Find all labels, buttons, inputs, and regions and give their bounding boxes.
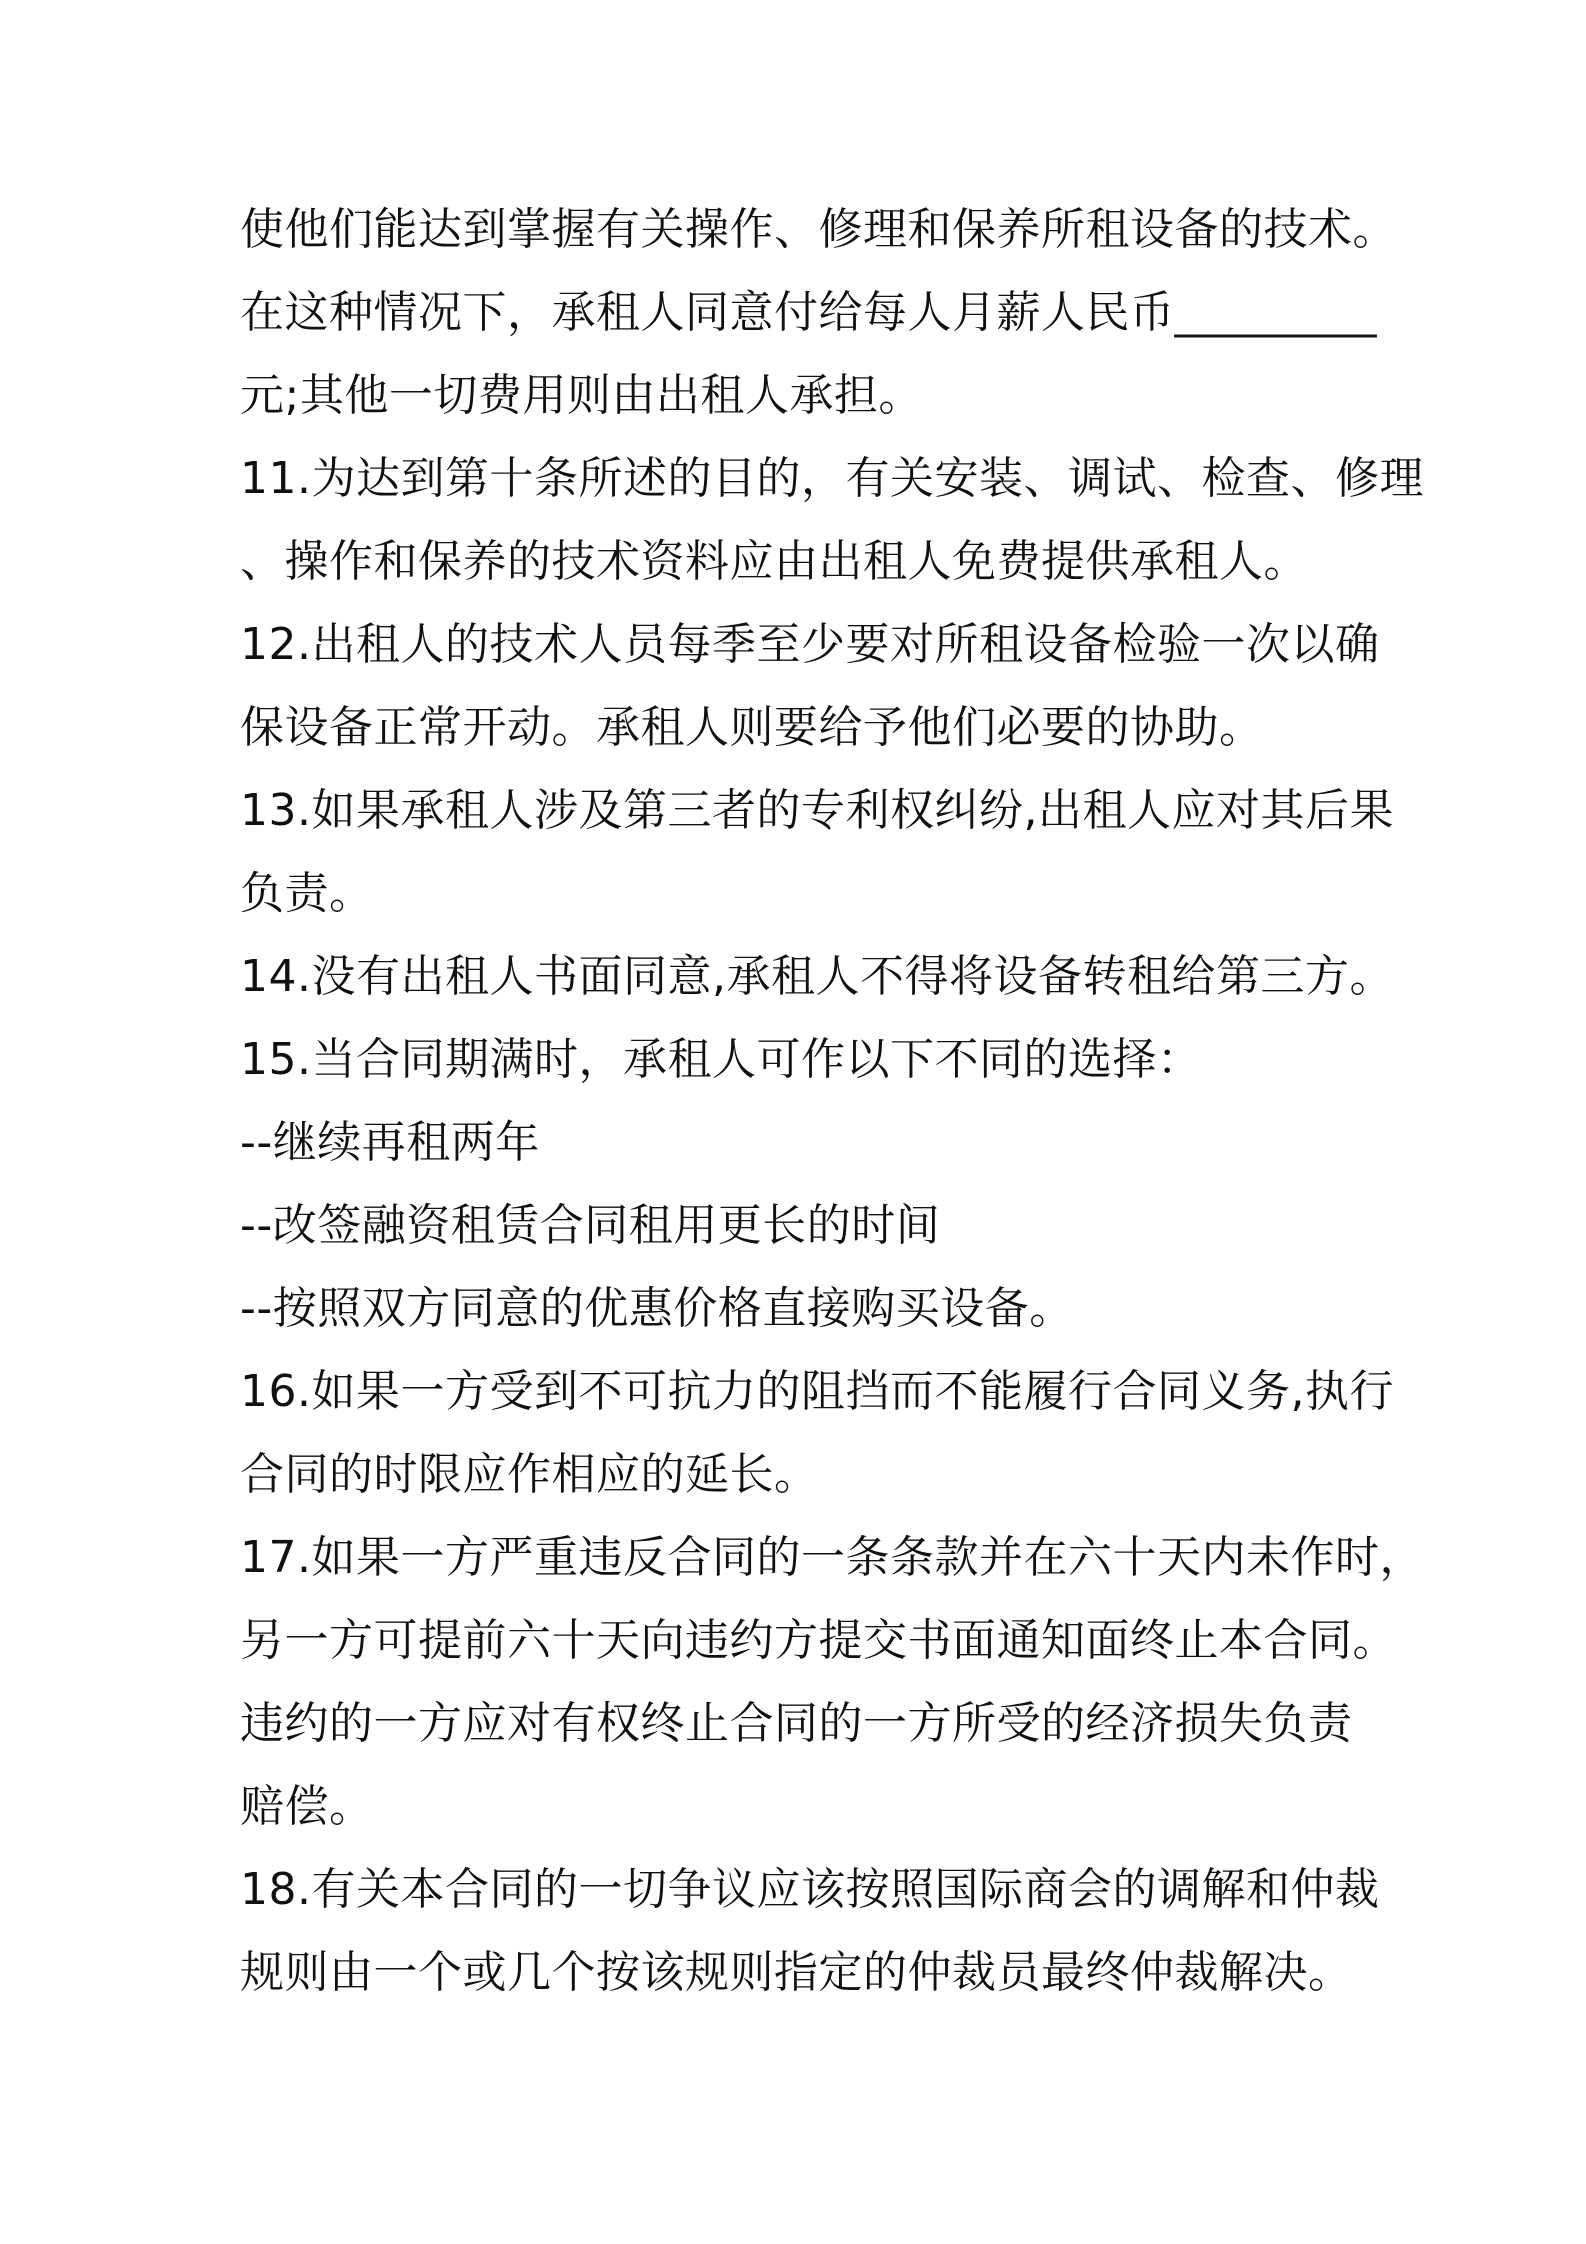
text-line: 、操作和保养的技术资料应由出租人免费提供承租人。 <box>240 536 1308 587</box>
text-line: 12.出租人的技术人员每季至少要对所租设备检验一次以确 <box>240 619 1380 670</box>
text-line: 17.如果一方严重违反合同的一条条款并在六十天内未作时， <box>240 1532 1424 1583</box>
text-line: --按照双方同意的优惠价格直接购买设备。 <box>240 1283 1074 1334</box>
text-line: 违约的一方应对有权终止合同的一方所受的经济损失负责 <box>240 1698 1353 1749</box>
text-line: 元;其他一切费用则由出租人承担。 <box>240 370 923 421</box>
text-line: 合同的时限应作相应的延长。 <box>240 1449 819 1500</box>
text-line: --改签融资租赁合同租用更长的时间 <box>240 1200 941 1251</box>
text-line: 规则由一个或几个按该规则指定的仲裁员最终仲裁解决。 <box>240 1947 1353 1998</box>
text-line: 负责。 <box>240 868 374 919</box>
text-line: 13.如果承租人涉及第三者的专利权纠纷,出租人应对其后果 <box>240 785 1394 836</box>
text-line: --继续再租两年 <box>240 1117 540 1168</box>
text-line: 15.当合同期满时，承租人可作以下不同的选择： <box>240 1034 1202 1085</box>
text-line: 在这种情况下，承租人同意付给每人月薪人民币_________ <box>240 287 1377 338</box>
text-line: 14.没有出租人书面同意,承租人不得将设备转租给第三方。 <box>240 951 1394 1002</box>
text-line: 另一方可提前六十天向违约方提交书面通知面终止本合同。 <box>240 1615 1397 1666</box>
text-line: 保设备正常开动。承租人则要给予他们必要的协助。 <box>240 702 1264 753</box>
text-line: 使他们能达到掌握有关操作、修理和保养所租设备的技术。 <box>240 204 1397 255</box>
text-line: 18.有关本合同的一切争议应该按照国际商会的调解和仲裁 <box>240 1864 1380 1915</box>
text-line: 16.如果一方受到不可抗力的阻挡而不能履行合同义务,执行 <box>240 1366 1394 1417</box>
text-line: 赔偿。 <box>240 1781 374 1832</box>
text-line: 11.为达到第十条所述的目的，有关安装、调试、检查、修理 <box>240 453 1424 504</box>
